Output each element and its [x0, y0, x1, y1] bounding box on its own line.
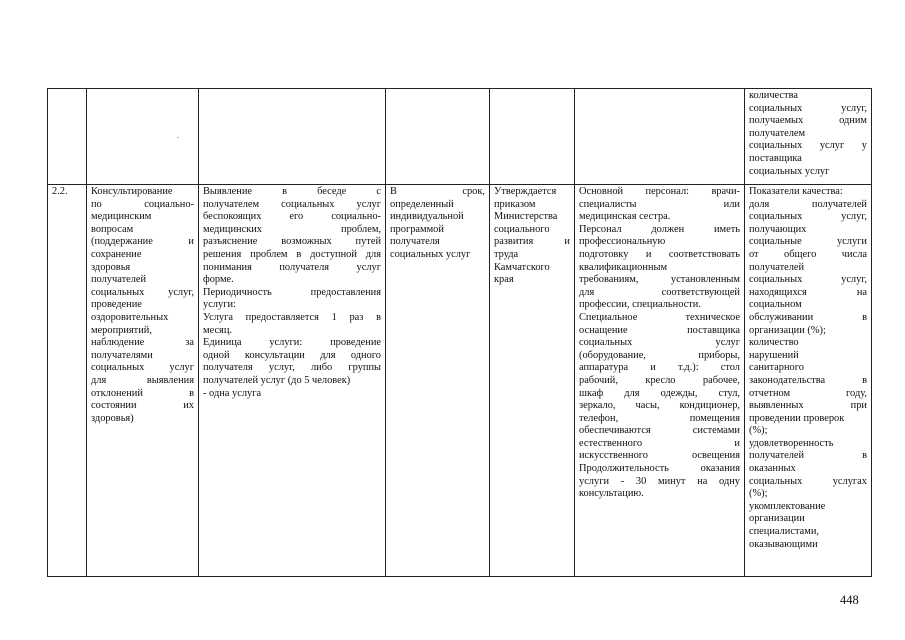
cell-text-line: социальном — [749, 299, 802, 311]
cell-text-line: доля получателей — [749, 198, 867, 210]
cell-text-line: естественного и — [579, 437, 740, 449]
cell-text-line: социальных услуг — [749, 165, 830, 177]
cell-text-line: понимания получателя услуг — [203, 261, 381, 273]
cell-text-line: получаемых одним — [749, 115, 867, 127]
cell-text-line: Выявление в беседе с — [203, 186, 381, 197]
cell-text-line: зеркало, часы, кондиционер, — [579, 400, 740, 412]
cell-name-top — [87, 89, 199, 185]
cell-text-line: состоянии их — [91, 400, 194, 412]
cell-text-line: социальных услуг, — [749, 102, 867, 114]
cell-text-line: мероприятий, — [91, 324, 152, 336]
cell-text-line: получателем — [749, 127, 806, 139]
cell-text-line: Министерства — [494, 211, 558, 223]
cell-text-line: от общего числа — [749, 248, 867, 260]
cell-text-line: (поддержание и — [91, 236, 194, 248]
cell-text-line: получателя услуг, либо группы — [203, 362, 381, 374]
cell-text-line: здоровья) — [91, 412, 134, 424]
cell-text-line: наблюдение за — [91, 337, 194, 349]
cell-text-line: социальные услуги — [749, 236, 867, 248]
cell-text-line: получателем социальных услуг — [203, 198, 381, 210]
cell-text-line: оснащение поставщика — [579, 324, 740, 336]
cell-text-line: Показатели качества: — [749, 186, 843, 197]
services-table — [47, 88, 872, 577]
cell-text-line: получающих — [749, 223, 807, 235]
cell-text-line: приказом — [494, 198, 536, 210]
cell-conditions-top — [575, 89, 745, 185]
cell-text-line: требованиям, установленным — [579, 274, 740, 286]
cell-text-line: услуги: — [203, 299, 236, 311]
cell-service-description — [199, 185, 386, 577]
page-number: 448 — [840, 593, 859, 607]
cell-text-line: отчетном году, — [749, 387, 867, 399]
cell-term-top — [386, 89, 490, 185]
cell-text-line: по социально- — [91, 198, 194, 210]
cell-text-line: профессиональную — [579, 236, 666, 248]
cell-text-line: - одна услуга — [203, 387, 262, 399]
cell-text-line: медицинских проблем, — [203, 223, 381, 235]
cell-text-line: организации — [749, 513, 805, 525]
cell-text-line: укомплектование — [749, 500, 826, 512]
cell-text-line: Консультирование — [91, 186, 173, 197]
cell-text-line: одной консультации для одного — [203, 349, 381, 361]
cell-text-line: определенный — [390, 198, 454, 210]
cell-text-line: оказанных — [749, 463, 796, 475]
cell-text-line: (%); — [749, 488, 768, 500]
cell-text-line: оздоровительных — [91, 311, 169, 323]
cell-text-line: программой — [390, 223, 444, 235]
cell-text-line: находящихся на — [749, 286, 867, 298]
cell-text-line: решения проблем в доступной для — [203, 248, 381, 260]
cell-service-tariff — [490, 185, 575, 577]
cell-tariff-top — [490, 89, 575, 185]
cell-text-line: социальных услугах — [749, 475, 867, 487]
cell-text-line: телефон, помещения — [579, 412, 740, 424]
cell-text-line: Персонал должен иметь — [579, 223, 740, 235]
cell-text-line: форме. — [203, 274, 234, 286]
cell-text-line: поставщика — [749, 152, 802, 164]
cell-text-line: Камчатского — [494, 261, 550, 273]
cell-service-name — [87, 185, 199, 577]
cell-row-number: 2.2. — [48, 185, 87, 577]
cell-text-line: обеспечиваются системами — [579, 425, 740, 437]
cell-text-line: искусственного освещения — [579, 450, 740, 462]
cell-text-line: выявленных при — [749, 400, 867, 412]
cell-text-line: обслуживании в — [749, 311, 867, 323]
cell-text-line: социальных услуг, — [749, 211, 867, 223]
cell-description-top — [199, 89, 386, 185]
cell-text-line: отклонений в — [91, 387, 194, 399]
cell-text-line: законодательства в — [749, 374, 867, 386]
cell-text-line: Утверждается — [494, 186, 557, 197]
cell-text-line: санитарного — [749, 362, 804, 374]
cell-text-line: здоровья — [91, 261, 131, 273]
cell-text-line: разъяснение возможных путей — [203, 236, 381, 248]
cell-text-line: для соответствующей — [579, 286, 740, 298]
cell-text-line: вопросам — [91, 223, 134, 235]
cell-text-line: аппаратура и т.д.): стол — [579, 362, 740, 374]
cell-text-line: услуги - 30 минут на одну — [579, 475, 740, 487]
cell-text-line: специалистами, — [749, 526, 819, 538]
cell-text-line: профессии, специальности. — [579, 299, 701, 311]
cell-text-line: медицинская сестра. — [579, 211, 671, 223]
cell-text-line: индивидуальной — [390, 211, 464, 223]
cell-text-line: медицинским — [91, 211, 152, 223]
cell-text-line: удовлетворенность — [749, 437, 834, 449]
cell-text-line: консультацию. — [579, 488, 644, 500]
cell-indicators-top — [745, 89, 872, 185]
cell-text-line: В срок, — [390, 186, 485, 197]
cell-text-line: нарушений — [749, 349, 799, 361]
cell-text-line: квалификационным — [579, 261, 668, 273]
cell-text-line: количество — [749, 337, 799, 349]
cell-text-line: (%); — [749, 425, 768, 437]
cell-text-line: рабочий, кресло рабочее, — [579, 374, 740, 386]
cell-text-line: проведение — [91, 299, 142, 311]
cell-num-top — [48, 89, 87, 185]
cell-text-line: сохранение — [91, 248, 142, 260]
cell-text-line: социальных услуг — [91, 362, 194, 374]
cell-text-line: Единица услуги: проведение — [203, 337, 381, 349]
cell-text-line: Услуга предоставляется 1 раз в — [203, 311, 381, 323]
cell-text-line: получателей в — [749, 450, 867, 462]
cell-text-line: Специальное техническое — [579, 311, 740, 323]
cell-text-line: беспокоящих его социально- — [203, 211, 381, 223]
cell-text-line: социальных услуг, — [91, 286, 194, 298]
cell-text-line: социальных услуг у — [749, 140, 867, 152]
cell-text-line: социальных услуг — [579, 337, 740, 349]
cell-text-line: получателей — [749, 261, 805, 273]
cell-text-line: организации (%); — [749, 324, 826, 336]
cell-text-line: Периодичность предоставления — [203, 286, 381, 298]
cell-service-term — [386, 185, 490, 577]
cell-text-line: получателя — [390, 236, 440, 248]
cell-text-line: шкаф для одежды, стул, — [579, 387, 740, 399]
cell-text-line: оказывающими — [749, 538, 818, 550]
table-row-continuation — [48, 89, 872, 185]
cell-service-conditions — [575, 185, 745, 577]
cell-text-line: Основной персонал: врачи- — [579, 186, 740, 197]
cell-text-line: социального — [494, 223, 550, 235]
cell-quality-indicators — [745, 185, 872, 577]
cell-text-line: Продолжительность оказания — [579, 463, 740, 475]
cell-text-line: получателей — [91, 274, 147, 286]
cell-text-line: края — [494, 274, 514, 286]
cell-text-line: подготовку и соответствовать — [579, 248, 740, 260]
cell-text-line: развития и — [494, 236, 570, 248]
cell-text-line: проведении проверок — [749, 412, 845, 424]
cell-text-line: получателей услуг (до 5 человек) — [203, 374, 351, 386]
cell-text-line: труда — [494, 248, 519, 260]
cell-text-line: (оборудование, приборы, — [579, 349, 740, 361]
scan-speck: . — [177, 131, 179, 140]
cell-text-line: получателями — [91, 349, 153, 361]
cell-text-line: месяц. — [203, 324, 232, 336]
cell-text-line: специалисты или — [579, 198, 740, 210]
cell-text-line: социальных услуг, — [749, 274, 867, 286]
cell-text-line: количества — [749, 90, 798, 101]
table-row-2-2 — [48, 185, 872, 577]
cell-text-line: для выявления — [91, 374, 194, 386]
cell-text-line: социальных услуг — [390, 248, 471, 260]
